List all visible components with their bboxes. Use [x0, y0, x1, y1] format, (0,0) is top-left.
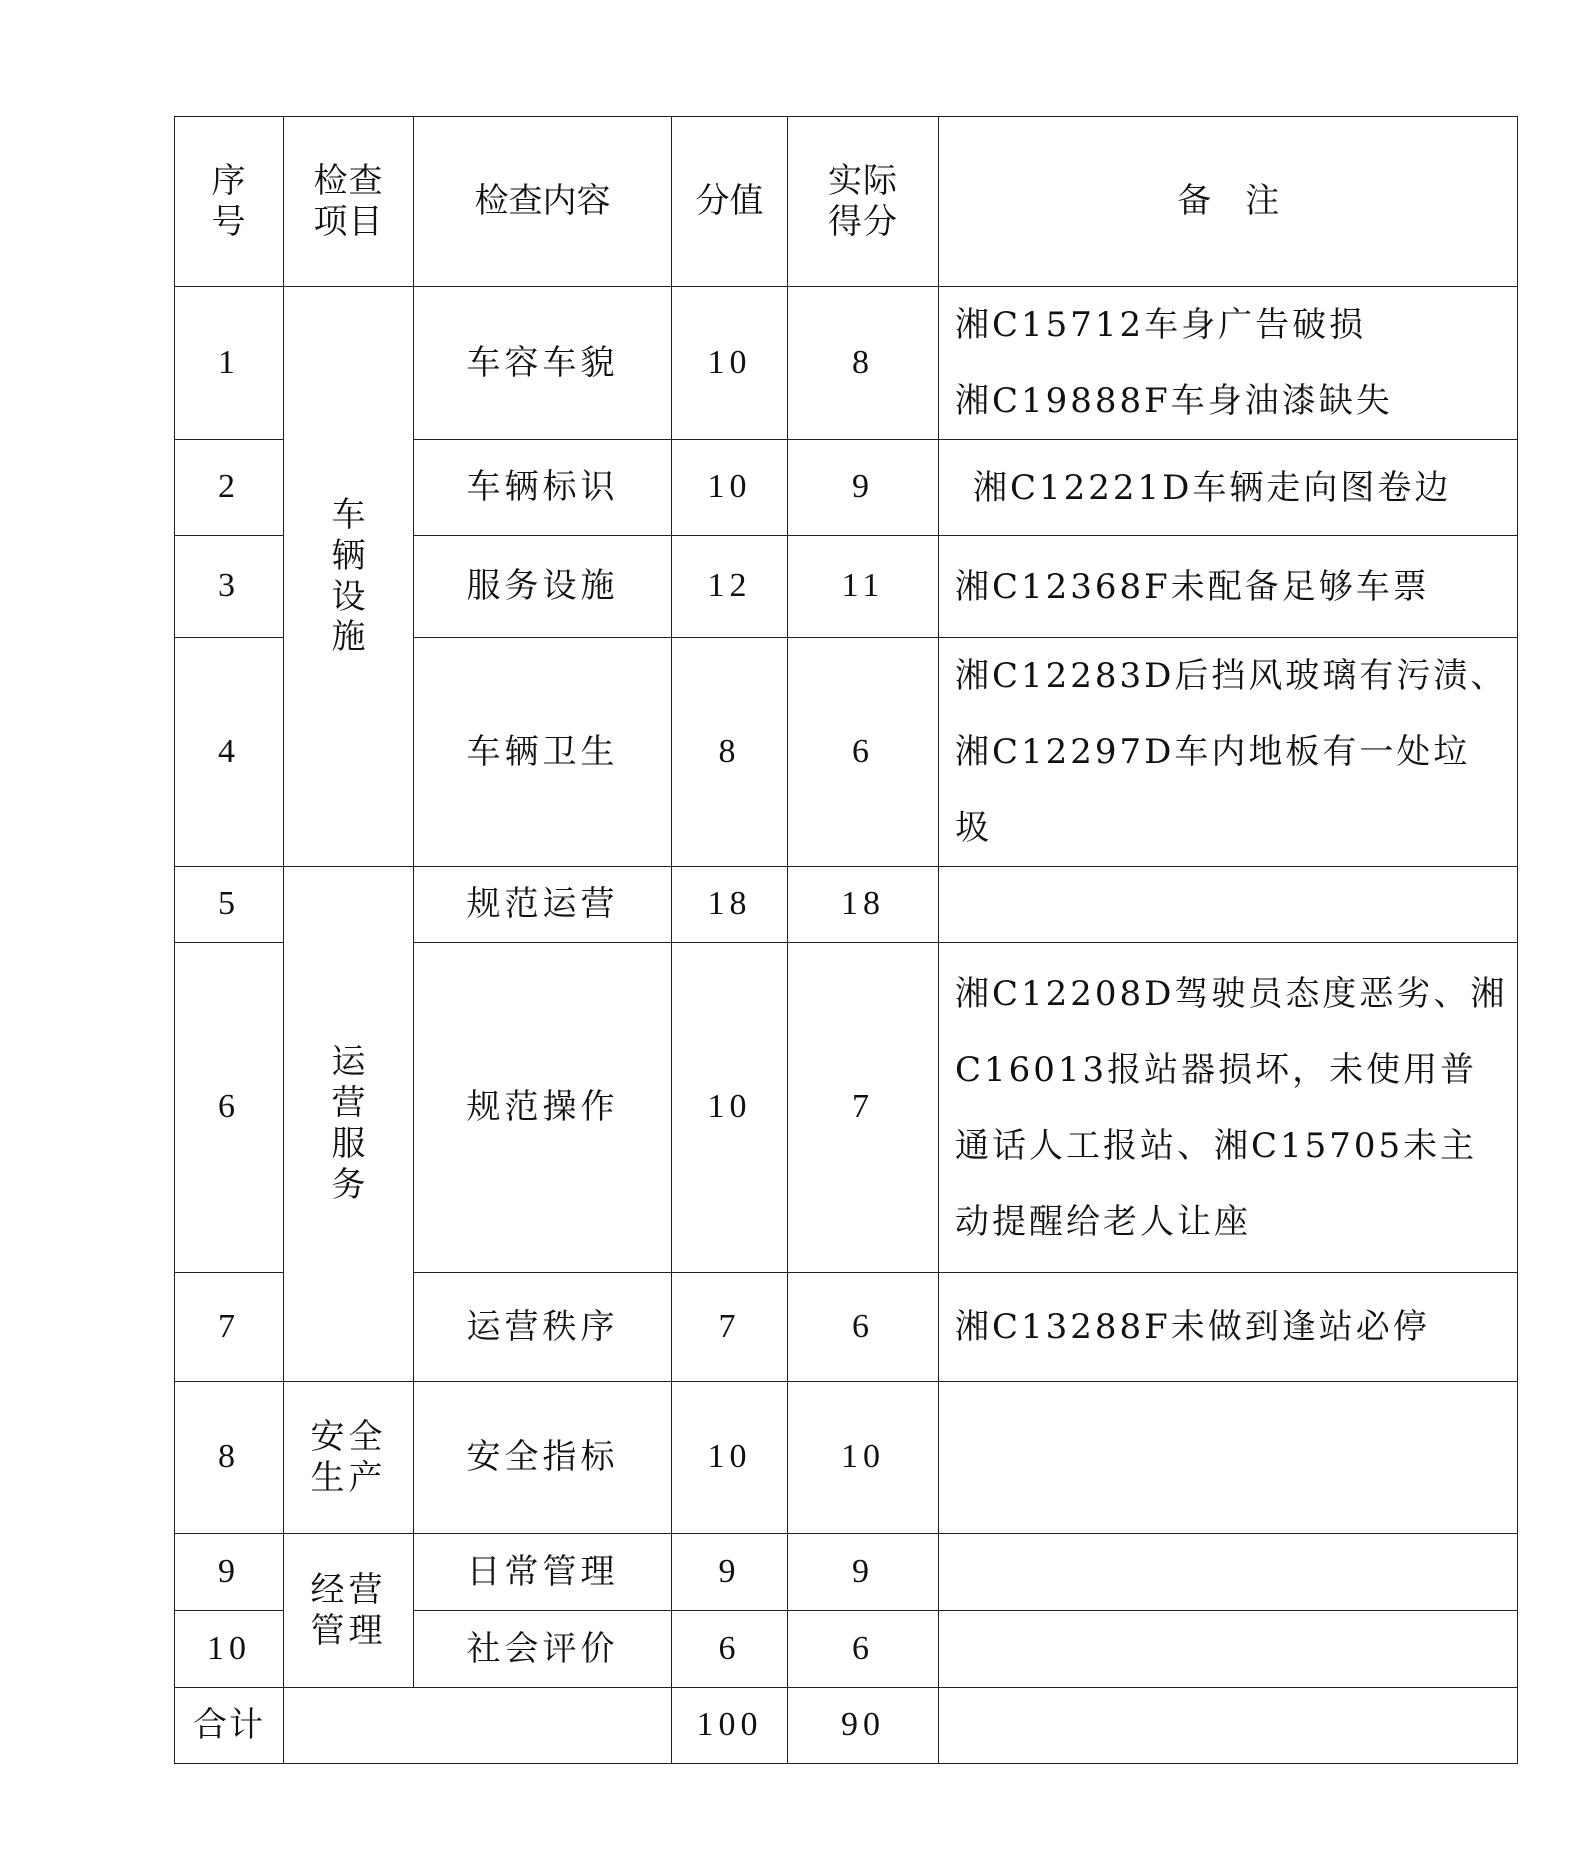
row-remark	[939, 1611, 1518, 1688]
row-score: 10	[672, 287, 788, 440]
row-seq: 9	[175, 1534, 284, 1611]
row-remark: 湘C12368F未配备足够车票	[939, 536, 1518, 638]
row-content: 社会评价	[414, 1611, 672, 1688]
row-content: 日常管理	[414, 1534, 672, 1611]
row-score: 10	[672, 943, 788, 1273]
row-remark	[939, 1534, 1518, 1611]
row-actual: 6	[788, 1611, 939, 1688]
row-actual: 7	[788, 943, 939, 1273]
row-seq: 5	[175, 867, 284, 943]
row-remark: 湘C12283D后挡风玻璃有污渍、 湘C12297D车内地板有一处垃 圾	[939, 638, 1518, 867]
total-row	[175, 1688, 1518, 1764]
row-score: 10	[672, 1382, 788, 1534]
row-score: 7	[672, 1273, 788, 1382]
row-score: 8	[672, 638, 788, 867]
row-score: 12	[672, 536, 788, 638]
table-row	[175, 287, 1518, 440]
row-score: 6	[672, 1611, 788, 1688]
total-label: 合计	[175, 1688, 284, 1764]
total-remark	[939, 1688, 1518, 1764]
header-actual: 实际 得分	[788, 117, 939, 287]
category-safety-production: 安全 生产	[284, 1382, 414, 1534]
header-item: 检查 项目	[284, 117, 414, 287]
row-actual: 11	[788, 536, 939, 638]
table-row	[175, 1534, 1518, 1611]
row-remark: 湘C13288F未做到逢站必停	[939, 1273, 1518, 1382]
row-seq: 7	[175, 1273, 284, 1382]
table-row	[175, 867, 1518, 943]
row-seq: 4	[175, 638, 284, 867]
row-seq: 6	[175, 943, 284, 1273]
row-seq: 1	[175, 287, 284, 440]
category-vehicle-facilities: 车 辆 设 施	[284, 287, 414, 867]
row-actual: 9	[788, 1534, 939, 1611]
row-content: 运营秩序	[414, 1273, 672, 1382]
row-score: 18	[672, 867, 788, 943]
category-business-management: 经营 管理	[284, 1534, 414, 1688]
header-score: 分值	[672, 117, 788, 287]
row-remark: 湘C12221D车辆走向图卷边	[939, 440, 1518, 536]
row-remark: 湘C15712车身广告破损 湘C19888F车身油漆缺失	[939, 287, 1518, 440]
inspection-score-table	[174, 116, 1518, 1764]
row-actual: 18	[788, 867, 939, 943]
row-actual: 6	[788, 638, 939, 867]
row-content: 服务设施	[414, 536, 672, 638]
row-content: 规范运营	[414, 867, 672, 943]
table-header-row	[175, 117, 1518, 287]
row-seq: 10	[175, 1611, 284, 1688]
row-actual: 6	[788, 1273, 939, 1382]
row-seq: 2	[175, 440, 284, 536]
row-score: 9	[672, 1534, 788, 1611]
row-seq: 3	[175, 536, 284, 638]
header-remark: 备 注	[939, 117, 1518, 287]
row-remark	[939, 867, 1518, 943]
row-remark	[939, 1382, 1518, 1534]
header-content: 检查内容	[414, 117, 672, 287]
row-actual: 9	[788, 440, 939, 536]
row-remark: 湘C12208D驾驶员态度恶劣、湘 C16013报站器损坏，未使用普 通话人工报站、湘C15705未主 动提醒给老人让座	[939, 943, 1518, 1273]
row-content: 车辆标识	[414, 440, 672, 536]
table-row	[175, 1382, 1518, 1534]
total-actual: 90	[788, 1688, 939, 1764]
row-content: 安全指标	[414, 1382, 672, 1534]
category-operation-service: 运 营 服 务	[284, 867, 414, 1382]
row-score: 10	[672, 440, 788, 536]
row-actual: 10	[788, 1382, 939, 1534]
row-content: 规范操作	[414, 943, 672, 1273]
header-seq: 序 号	[175, 117, 284, 287]
row-content: 车容车貌	[414, 287, 672, 440]
row-seq: 8	[175, 1382, 284, 1534]
total-score: 100	[672, 1688, 788, 1764]
row-actual: 8	[788, 287, 939, 440]
total-empty-cell	[284, 1688, 672, 1764]
row-content: 车辆卫生	[414, 638, 672, 867]
